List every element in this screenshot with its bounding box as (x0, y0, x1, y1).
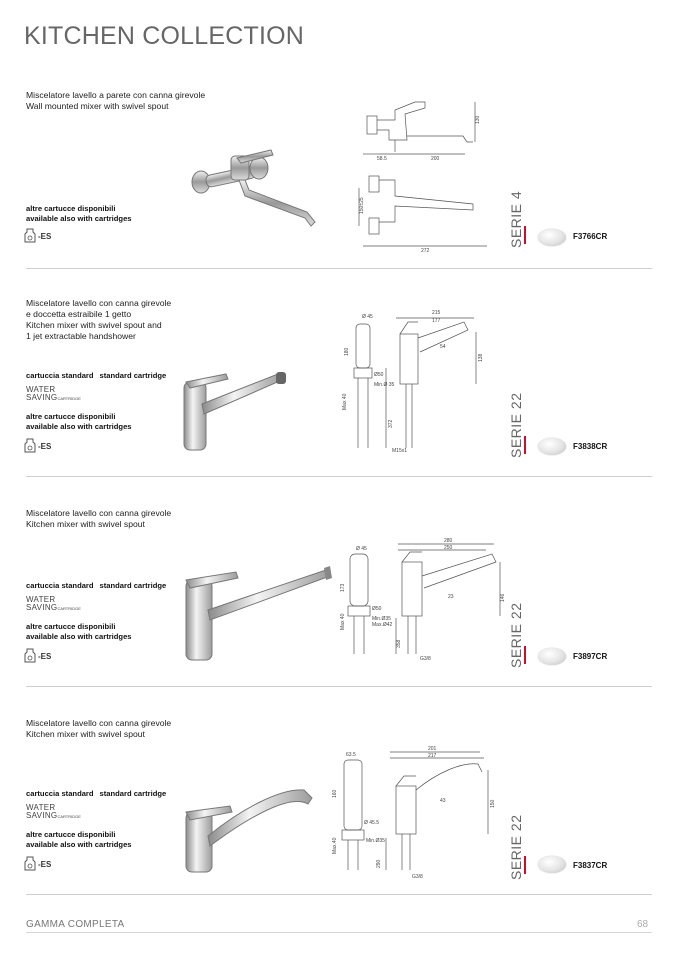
section-divider (26, 476, 652, 477)
product-section-3 (0, 506, 678, 714)
serie-red-bar (524, 856, 526, 874)
standard-cartridge (26, 581, 166, 590)
technical-drawing (355, 96, 495, 256)
serie-red-bar (524, 226, 526, 244)
dim-label: 54 (440, 344, 446, 350)
serie-label: SERIE 22 (508, 814, 524, 880)
standard-cartridge-en: standard cartridge (99, 789, 167, 798)
product-description (26, 718, 171, 740)
footer-line (26, 932, 652, 933)
dim-label: 215 (432, 310, 441, 316)
dim-label: Min.Ø35 (372, 616, 391, 622)
dim-label: Ø50 (372, 606, 382, 612)
product-description (26, 90, 205, 112)
alt-cartridges-en: available also with cartridges (26, 422, 132, 431)
alt-cartridges-en: available also with cartridges (26, 214, 132, 223)
water-saving-logo (26, 804, 81, 821)
product-image-straight-spout-mixer (180, 564, 335, 664)
finish-swatch-chrome (538, 648, 566, 665)
alt-cartridges (26, 412, 132, 432)
description-en: Kitchen mixer with swivel spout (26, 729, 145, 739)
dim-label: Ø 45 (362, 314, 373, 320)
product-section-2 (0, 294, 678, 502)
dim-label: 372 (388, 419, 394, 428)
serie-red-bar (524, 436, 526, 454)
page-number: 68 (637, 919, 649, 930)
alt-cartridges-it: altre cartucce disponibili (26, 204, 116, 213)
finish-swatch-chrome (538, 229, 566, 246)
dim-label: 358 (396, 639, 402, 648)
dim-label: 150±25 (359, 197, 365, 214)
dim-label: Ø 45.5 (364, 820, 380, 826)
finish-swatch-chrome (538, 856, 566, 873)
water-saving-line1: WATER (26, 803, 56, 812)
dim-label: 180 (344, 347, 350, 356)
footer-title: GAMMA COMPLETA (26, 919, 125, 930)
dim-label: 23 (448, 594, 454, 600)
alt-cartridges (26, 830, 132, 850)
product-image-curved-spout-mixer (180, 780, 320, 875)
cartridge-es (24, 856, 51, 872)
standard-cartridge-it: cartuccia standard (26, 789, 94, 798)
alt-cartridges-en: available also with cartridges (26, 840, 132, 849)
dim-label: 217 (428, 753, 437, 759)
product-image-wall-mixer (185, 146, 325, 231)
product-image-pullout-mixer (178, 364, 298, 454)
section-divider (26, 894, 652, 895)
cartridge-label: -ES (38, 859, 52, 869)
product-description (26, 508, 171, 530)
standard-cartridge-en: standard cartridge (99, 371, 167, 380)
finish-swatch-chrome (538, 438, 566, 455)
water-saving-line3: CARTRIDGE (57, 396, 81, 401)
standard-cartridge (26, 371, 166, 380)
water-saving-line2: SAVING (26, 811, 58, 820)
alt-cartridges-it: altre cartucce disponibili (26, 830, 116, 839)
serie-label: SERIE 4 (508, 190, 524, 248)
dim-label: Min.Ø 35 (374, 382, 395, 388)
description-en: Kitchen mixer with swivel spout and (26, 320, 162, 330)
product-code: F3838CR (573, 442, 608, 451)
product-code: F3897CR (573, 652, 608, 661)
dim-label: M15x1 (392, 448, 408, 454)
cartridge-es (24, 648, 51, 664)
description-it: Miscelatore lavello con canna girevole (26, 298, 172, 308)
dim-label: 201 (428, 746, 437, 752)
technical-drawing (336, 536, 506, 676)
serie-label: SERIE 22 (508, 602, 524, 668)
dim-label: 130 (475, 115, 481, 124)
cartridge-icon (24, 228, 36, 244)
standard-cartridge (26, 789, 166, 798)
water-saving-line3: CARTRIDGE (57, 814, 81, 819)
dim-label: Ø50 (374, 372, 384, 378)
product-section-4 (0, 714, 678, 922)
product-code: F3837CR (573, 861, 608, 870)
alt-cartridges-it: altre cartucce disponibili (26, 622, 116, 631)
description-it: Miscelatore lavello con canna girevole (26, 508, 172, 518)
technical-drawing (328, 746, 498, 886)
description-it: Miscelatore lavello a parete con canna girevole (26, 90, 206, 100)
dim-label: 177 (432, 318, 441, 324)
page-title: KITCHEN COLLECTION (24, 22, 305, 50)
standard-cartridge-it: cartuccia standard (26, 371, 94, 380)
dim-label: Max 40 (342, 393, 348, 410)
water-saving-logo (26, 596, 81, 613)
cartridge-icon (24, 648, 36, 664)
dim-label: 58.5 (377, 156, 387, 162)
dim-label: 272 (421, 248, 430, 254)
alt-cartridges-it: altre cartucce disponibili (26, 412, 116, 421)
alt-cartridges-en: available also with cartridges (26, 632, 132, 641)
description-en: Wall mounted mixer with swivel spout (26, 101, 169, 111)
serie-label: SERIE 22 (508, 392, 524, 458)
dim-label: 138 (478, 353, 484, 362)
standard-cartridge-it: cartuccia standard (26, 581, 94, 590)
dim-label: 150 (490, 799, 496, 808)
alt-cartridges (26, 622, 132, 642)
product-section-1 (0, 86, 678, 294)
cartridge-es (24, 228, 51, 244)
dim-label: 173 (340, 583, 346, 592)
dim-label: 290 (376, 859, 382, 868)
water-saving-line3: CARTRIDGE (57, 606, 81, 611)
cartridge-icon (24, 856, 36, 872)
dim-label: 160 (332, 789, 338, 798)
dim-label: 43 (440, 798, 446, 804)
serie-red-bar (524, 646, 526, 664)
dim-label: Ø 45 (356, 546, 367, 552)
water-saving-logo (26, 386, 81, 403)
water-saving-line1: WATER (26, 595, 56, 604)
cartridge-icon (24, 438, 36, 454)
cartridge-label: -ES (38, 231, 52, 241)
dim-label: 200 (431, 156, 440, 162)
section-divider (26, 686, 652, 687)
water-saving-line2: SAVING (26, 393, 58, 402)
alt-cartridges (26, 204, 132, 224)
description-it: e doccetta estraibile 1 getto (26, 309, 132, 319)
section-divider (26, 268, 652, 269)
dim-label: Min.Ø35 (366, 838, 385, 844)
dim-label: 250 (444, 545, 453, 551)
description-it: Miscelatore lavello con canna girevole (26, 718, 172, 728)
cartridge-label: -ES (38, 651, 52, 661)
dim-label: 146 (500, 593, 506, 602)
dim-label: G3/8 (420, 656, 431, 662)
product-description (26, 298, 171, 342)
water-saving-line2: SAVING (26, 603, 58, 612)
dim-label: 280 (444, 538, 453, 544)
dim-label: Max 40 (340, 613, 346, 630)
technical-drawing (336, 308, 486, 458)
dim-label: G3/8 (412, 874, 423, 880)
description-en: Kitchen mixer with swivel spout (26, 519, 145, 529)
cartridge-es (24, 438, 51, 454)
water-saving-line1: WATER (26, 385, 56, 394)
cartridge-label: -ES (38, 441, 52, 451)
description-en: 1 jet extractable handshower (26, 331, 136, 341)
dim-label: Max.Ø42 (372, 622, 393, 628)
dim-label: Max.40 (332, 837, 338, 854)
dim-label: 63.5 (346, 752, 356, 758)
standard-cartridge-en: standard cartridge (99, 581, 167, 590)
product-code: F3766CR (573, 232, 608, 241)
